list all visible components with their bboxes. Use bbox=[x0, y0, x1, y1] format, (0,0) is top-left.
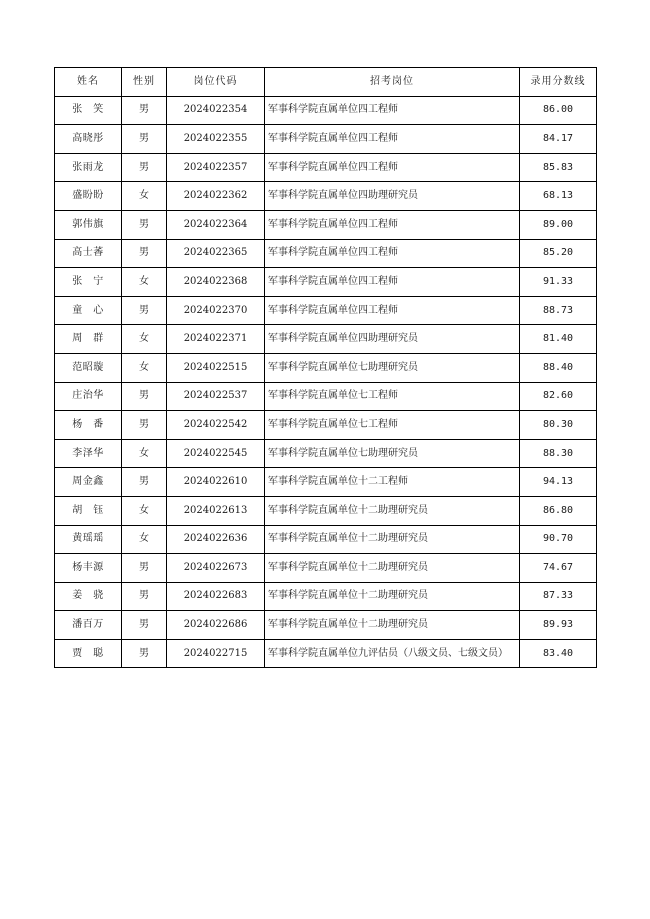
gender-cell: 男 bbox=[122, 582, 167, 611]
table-row bbox=[55, 468, 597, 497]
post-code-cell: 2024022368 bbox=[167, 268, 265, 297]
post-code-cell: 2024022362 bbox=[167, 182, 265, 211]
score-cell: 81.40 bbox=[520, 325, 597, 354]
post-code-cell: 2024022673 bbox=[167, 554, 265, 583]
score-cell: 84.17 bbox=[520, 125, 597, 154]
gender-cell: 女 bbox=[122, 353, 167, 382]
gender-cell: 男 bbox=[122, 468, 167, 497]
score-cell: 87.33 bbox=[520, 582, 597, 611]
post-cell: 军事科学院直属单位十二助理研究员 bbox=[265, 582, 520, 611]
post-cell: 军事科学院直属单位七工程师 bbox=[265, 411, 520, 440]
name-cell: 张 笑 bbox=[55, 96, 122, 125]
post-cell: 军事科学院直属单位九评估员（八级文员、七级文员） bbox=[265, 639, 520, 668]
score-cell: 88.73 bbox=[520, 296, 597, 325]
score-cell: 82.60 bbox=[520, 382, 597, 411]
table-row bbox=[55, 182, 597, 211]
post-cell: 军事科学院直属单位十二助理研究员 bbox=[265, 611, 520, 640]
table-row bbox=[55, 639, 597, 668]
score-cell: 74.67 bbox=[520, 554, 597, 583]
table-row bbox=[55, 611, 597, 640]
post-cell: 军事科学院直属单位四工程师 bbox=[265, 153, 520, 182]
name-cell: 潘百万 bbox=[55, 611, 122, 640]
gender-cell: 女 bbox=[122, 439, 167, 468]
table-row bbox=[55, 153, 597, 182]
header-post-code: 岗位代码 bbox=[167, 68, 265, 97]
gender-cell: 男 bbox=[122, 611, 167, 640]
post-code-cell: 2024022683 bbox=[167, 582, 265, 611]
gender-cell: 女 bbox=[122, 182, 167, 211]
table-row bbox=[55, 411, 597, 440]
post-code-cell: 2024022686 bbox=[167, 611, 265, 640]
table-row bbox=[55, 554, 597, 583]
table-row bbox=[55, 525, 597, 554]
name-cell: 童 心 bbox=[55, 296, 122, 325]
name-cell: 盛盼盼 bbox=[55, 182, 122, 211]
name-cell: 姜 骁 bbox=[55, 582, 122, 611]
gender-cell: 女 bbox=[122, 268, 167, 297]
gender-cell: 男 bbox=[122, 210, 167, 239]
gender-cell: 男 bbox=[122, 239, 167, 268]
name-cell: 高晓彤 bbox=[55, 125, 122, 154]
score-cell: 90.70 bbox=[520, 525, 597, 554]
name-cell: 杨 番 bbox=[55, 411, 122, 440]
score-cell: 94.13 bbox=[520, 468, 597, 497]
post-code-cell: 2024022515 bbox=[167, 353, 265, 382]
post-cell: 军事科学院直属单位四助理研究员 bbox=[265, 182, 520, 211]
post-cell: 军事科学院直属单位四工程师 bbox=[265, 125, 520, 154]
post-cell: 军事科学院直属单位十二助理研究员 bbox=[265, 496, 520, 525]
post-cell: 军事科学院直属单位四工程师 bbox=[265, 268, 520, 297]
post-code-cell: 2024022357 bbox=[167, 153, 265, 182]
post-cell: 军事科学院直属单位四工程师 bbox=[265, 239, 520, 268]
post-cell: 军事科学院直属单位十二助理研究员 bbox=[265, 525, 520, 554]
gender-cell: 男 bbox=[122, 153, 167, 182]
gender-cell: 女 bbox=[122, 525, 167, 554]
gender-cell: 女 bbox=[122, 496, 167, 525]
name-cell: 范昭璇 bbox=[55, 353, 122, 382]
header-gender: 性别 bbox=[122, 68, 167, 97]
score-cell: 91.33 bbox=[520, 268, 597, 297]
score-cell: 83.40 bbox=[520, 639, 597, 668]
post-cell: 军事科学院直属单位四工程师 bbox=[265, 210, 520, 239]
post-cell: 军事科学院直属单位七助理研究员 bbox=[265, 439, 520, 468]
table-body bbox=[55, 96, 597, 668]
table-row bbox=[55, 325, 597, 354]
name-cell: 杨丰源 bbox=[55, 554, 122, 583]
table-row bbox=[55, 496, 597, 525]
post-code-cell: 2024022364 bbox=[167, 210, 265, 239]
name-cell: 黄瑶瑶 bbox=[55, 525, 122, 554]
table-row bbox=[55, 296, 597, 325]
post-cell: 军事科学院直属单位四工程师 bbox=[265, 296, 520, 325]
score-cell: 85.20 bbox=[520, 239, 597, 268]
name-cell: 贾 聪 bbox=[55, 639, 122, 668]
gender-cell: 男 bbox=[122, 639, 167, 668]
name-cell: 庄治华 bbox=[55, 382, 122, 411]
table-row bbox=[55, 125, 597, 154]
gender-cell: 女 bbox=[122, 325, 167, 354]
post-code-cell: 2024022613 bbox=[167, 496, 265, 525]
post-code-cell: 2024022371 bbox=[167, 325, 265, 354]
gender-cell: 男 bbox=[122, 96, 167, 125]
score-cell: 85.83 bbox=[520, 153, 597, 182]
results-table bbox=[54, 67, 597, 668]
post-code-cell: 2024022545 bbox=[167, 439, 265, 468]
name-cell: 郭伟旗 bbox=[55, 210, 122, 239]
table-row bbox=[55, 210, 597, 239]
post-cell: 军事科学院直属单位四助理研究员 bbox=[265, 325, 520, 354]
name-cell: 张 宁 bbox=[55, 268, 122, 297]
post-code-cell: 2024022354 bbox=[167, 96, 265, 125]
header-score: 录用分数线 bbox=[520, 68, 597, 97]
name-cell: 张雨龙 bbox=[55, 153, 122, 182]
header-name: 姓名 bbox=[55, 68, 122, 97]
gender-cell: 男 bbox=[122, 382, 167, 411]
score-cell: 68.13 bbox=[520, 182, 597, 211]
gender-cell: 男 bbox=[122, 554, 167, 583]
score-cell: 88.40 bbox=[520, 353, 597, 382]
post-code-cell: 2024022537 bbox=[167, 382, 265, 411]
post-code-cell: 2024022715 bbox=[167, 639, 265, 668]
table-row bbox=[55, 382, 597, 411]
post-code-cell: 2024022636 bbox=[167, 525, 265, 554]
score-cell: 86.00 bbox=[520, 96, 597, 125]
name-cell: 周金鑫 bbox=[55, 468, 122, 497]
post-code-cell: 2024022365 bbox=[167, 239, 265, 268]
name-cell: 高士萫 bbox=[55, 239, 122, 268]
post-cell: 军事科学院直属单位十二工程师 bbox=[265, 468, 520, 497]
post-code-cell: 2024022610 bbox=[167, 468, 265, 497]
name-cell: 胡 钰 bbox=[55, 496, 122, 525]
score-cell: 89.93 bbox=[520, 611, 597, 640]
table-row bbox=[55, 439, 597, 468]
post-cell: 军事科学院直属单位七工程师 bbox=[265, 382, 520, 411]
post-cell: 军事科学院直属单位十二助理研究员 bbox=[265, 554, 520, 583]
score-cell: 88.30 bbox=[520, 439, 597, 468]
name-cell: 周 群 bbox=[55, 325, 122, 354]
score-cell: 89.00 bbox=[520, 210, 597, 239]
score-cell: 86.80 bbox=[520, 496, 597, 525]
table-row bbox=[55, 239, 597, 268]
post-cell: 军事科学院直属单位七助理研究员 bbox=[265, 353, 520, 382]
header-post: 招考岗位 bbox=[265, 68, 520, 97]
gender-cell: 男 bbox=[122, 296, 167, 325]
name-cell: 李泽华 bbox=[55, 439, 122, 468]
post-code-cell: 2024022370 bbox=[167, 296, 265, 325]
table-row bbox=[55, 96, 597, 125]
table-row bbox=[55, 353, 597, 382]
gender-cell: 男 bbox=[122, 411, 167, 440]
table-header bbox=[55, 68, 597, 97]
score-cell: 80.30 bbox=[520, 411, 597, 440]
post-code-cell: 2024022355 bbox=[167, 125, 265, 154]
table-row bbox=[55, 268, 597, 297]
header-row bbox=[55, 68, 597, 97]
post-cell: 军事科学院直属单位四工程师 bbox=[265, 96, 520, 125]
table-row bbox=[55, 582, 597, 611]
post-code-cell: 2024022542 bbox=[167, 411, 265, 440]
gender-cell: 男 bbox=[122, 125, 167, 154]
